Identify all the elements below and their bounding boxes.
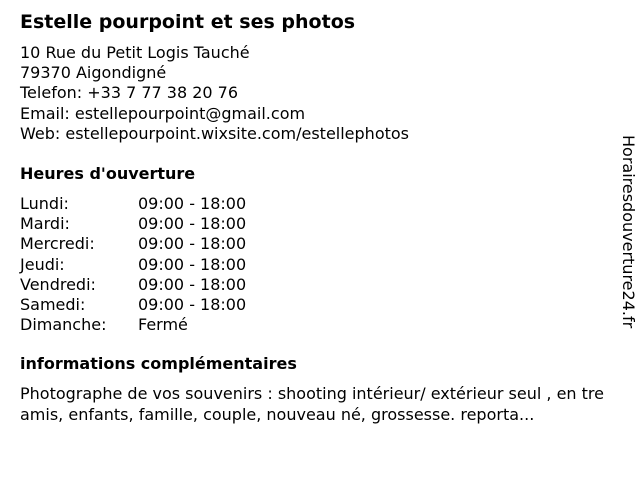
day-label: Mardi: — [20, 214, 70, 234]
day-label: Mercredi: — [20, 234, 95, 254]
address-street: 10 Rue du Petit Logis Tauché — [20, 43, 250, 62]
day-label: Samedi: — [20, 294, 86, 314]
site-watermark — [604, 135, 640, 351]
time-value: Fermé — [138, 315, 188, 335]
time-value: 09:00 - 18:00 — [138, 294, 247, 314]
business-name: Estelle pourpoint et ses photos — [20, 11, 356, 33]
email-line: Email: estellepourpoint@gmail.com — [20, 103, 306, 123]
contact-block — [20, 43, 409, 144]
info-description: Photographe de vos souvenirs : shooting intérieur/ extérieur seul , en tre amis, enfants, famille, couple, nouveau né, grossesse. reporta... — [20, 384, 604, 424]
day-label: Lundi: — [20, 194, 69, 213]
time-value: 09:00 - 18:00 — [138, 214, 247, 234]
hours-heading: Heures d'ouverture — [20, 164, 196, 183]
day-label: Dimanche: — [20, 315, 107, 335]
phone-line: Telefon: +33 7 77 38 20 76 — [20, 83, 239, 103]
info-heading: informations complémentaires — [20, 354, 297, 373]
time-value: 09:00 - 18:00 — [138, 234, 247, 254]
address-city: 79370 Aigondigné — [20, 63, 167, 83]
day-label: Vendredi: — [20, 274, 96, 294]
time-value: 09:00 - 18:00 — [138, 194, 247, 213]
time-value: 09:00 - 18:00 — [138, 254, 247, 274]
web-line: Web: estellepourpoint.wixsite.com/estellephotos — [20, 123, 410, 143]
day-label: Jeudi: — [20, 254, 65, 274]
time-value: 09:00 - 18:00 — [138, 274, 247, 294]
watermark-text: Horairesdouverture24.fr — [619, 135, 638, 329]
